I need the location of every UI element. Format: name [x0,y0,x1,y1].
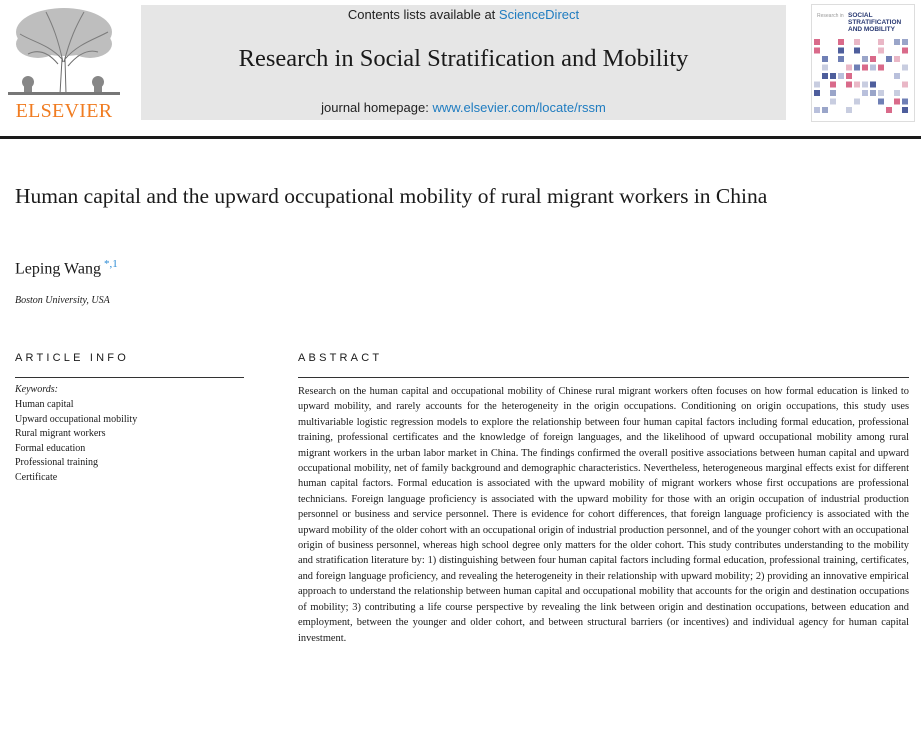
cover-title: SOCIAL STRATIFICATION AND MOBILITY [848,12,902,33]
cover-pattern-graphic [812,37,912,121]
abstract-heading: ABSTRACT [298,352,383,364]
journal-homepage [141,100,786,115]
article-info-heading: ARTICLE INFO [15,352,129,364]
publisher-name: ELSEVIER [15,100,113,122]
author-name[interactable]: Leping Wang [15,260,101,278]
keyword-item: Formal education [15,442,86,454]
cover-small-label: Research in [817,13,844,19]
author-footnote-marks[interactable]: *,1 [103,258,118,270]
article-info-divider [15,377,244,378]
abstract-divider [298,377,909,378]
author-affiliation: Boston University, USA [15,295,110,306]
keywords-label: Keywords: [15,384,58,395]
homepage-prefix: journal homepage: [321,100,429,115]
keyword-item: Professional training [15,457,99,469]
keywords-list [15,398,137,486]
keyword-item: Upward occupational mobility [15,413,138,425]
keyword-item: Rural migrant workers [15,428,106,440]
cover-header [812,5,914,35]
article-title: Human capital and the upward occupational mobility of rural migrant workers in China [15,184,768,208]
header-divider [0,136,921,139]
contents-prefix: Contents lists available at [347,7,496,22]
journal-title[interactable]: Research in Social Stratification and Mobility [238,45,689,72]
keyword-item: Certificate [15,471,58,483]
elsevier-tree-icon [8,4,120,96]
elsevier-logo[interactable] [8,4,120,122]
journal-cover-thumbnail[interactable] [811,4,915,122]
abstract-text: Research on the human capital and occupational mobility of Chinese rural migrant workers often focuses on how formal education is linked to upward mobility, and rarely accounts for the heterogeneity in the origin occupations. Conditioning on origin occupations, this study uses multivariable logistic regression models to explore the relationship between four human capital factors including formal education, professional training, professional certificates and the knowledge of foreign languages, and the likelihood of upward occupational mobility among rural migrant workers in the urban labor market in China. The findings confirmed the overall positive associations between human capital and upward occupational mobility, net of family background and demographic characteristics. Nevertheless, heterogeneous marginal effects exist for different human capital factors. Formal education is associated with the upward mobility of migrant workers whose first occupations are professional technicians. Foreign language proficiency is associated with the upward mobility for those with an origin occupation of industrial production personnel or business and service personnel. There is evidence for cohort differences, that foreign language proficiency is associated with the upward mobility of the older cohort with an occupational origin of industrial production personnel, and of the younger cohort with an occupational origin of business personnel, whereas high school degree only matters for the older cohort. This study contributes understanding to the mobility and stratification literature by: 1) distinguishing between four human capital factors including formal education, professional training, certificates, and foreign language proficiency, and revealing the heterogeneity in their relationship with upward mobility; 2) providing an innovative empirical approach to understand the relationship between human capital and occupational mobility that accounts for the origin and destination occupations of mobility; 3) contributing a life course perspective by revealing the link between origin and destination occupations, between education and employment, between the younger and older cohort, and between structural barriers (or incentives) and individual agency for human capital investment. [298,386,909,644]
contents-availability [141,7,786,22]
journal-banner [141,5,786,120]
author-line [15,258,118,278]
homepage-link[interactable]: www.elsevier.com/locate/rssm [432,100,606,115]
sciencedirect-link[interactable]: ScienceDirect [498,7,580,22]
keyword-item: Human capital [15,399,74,410]
